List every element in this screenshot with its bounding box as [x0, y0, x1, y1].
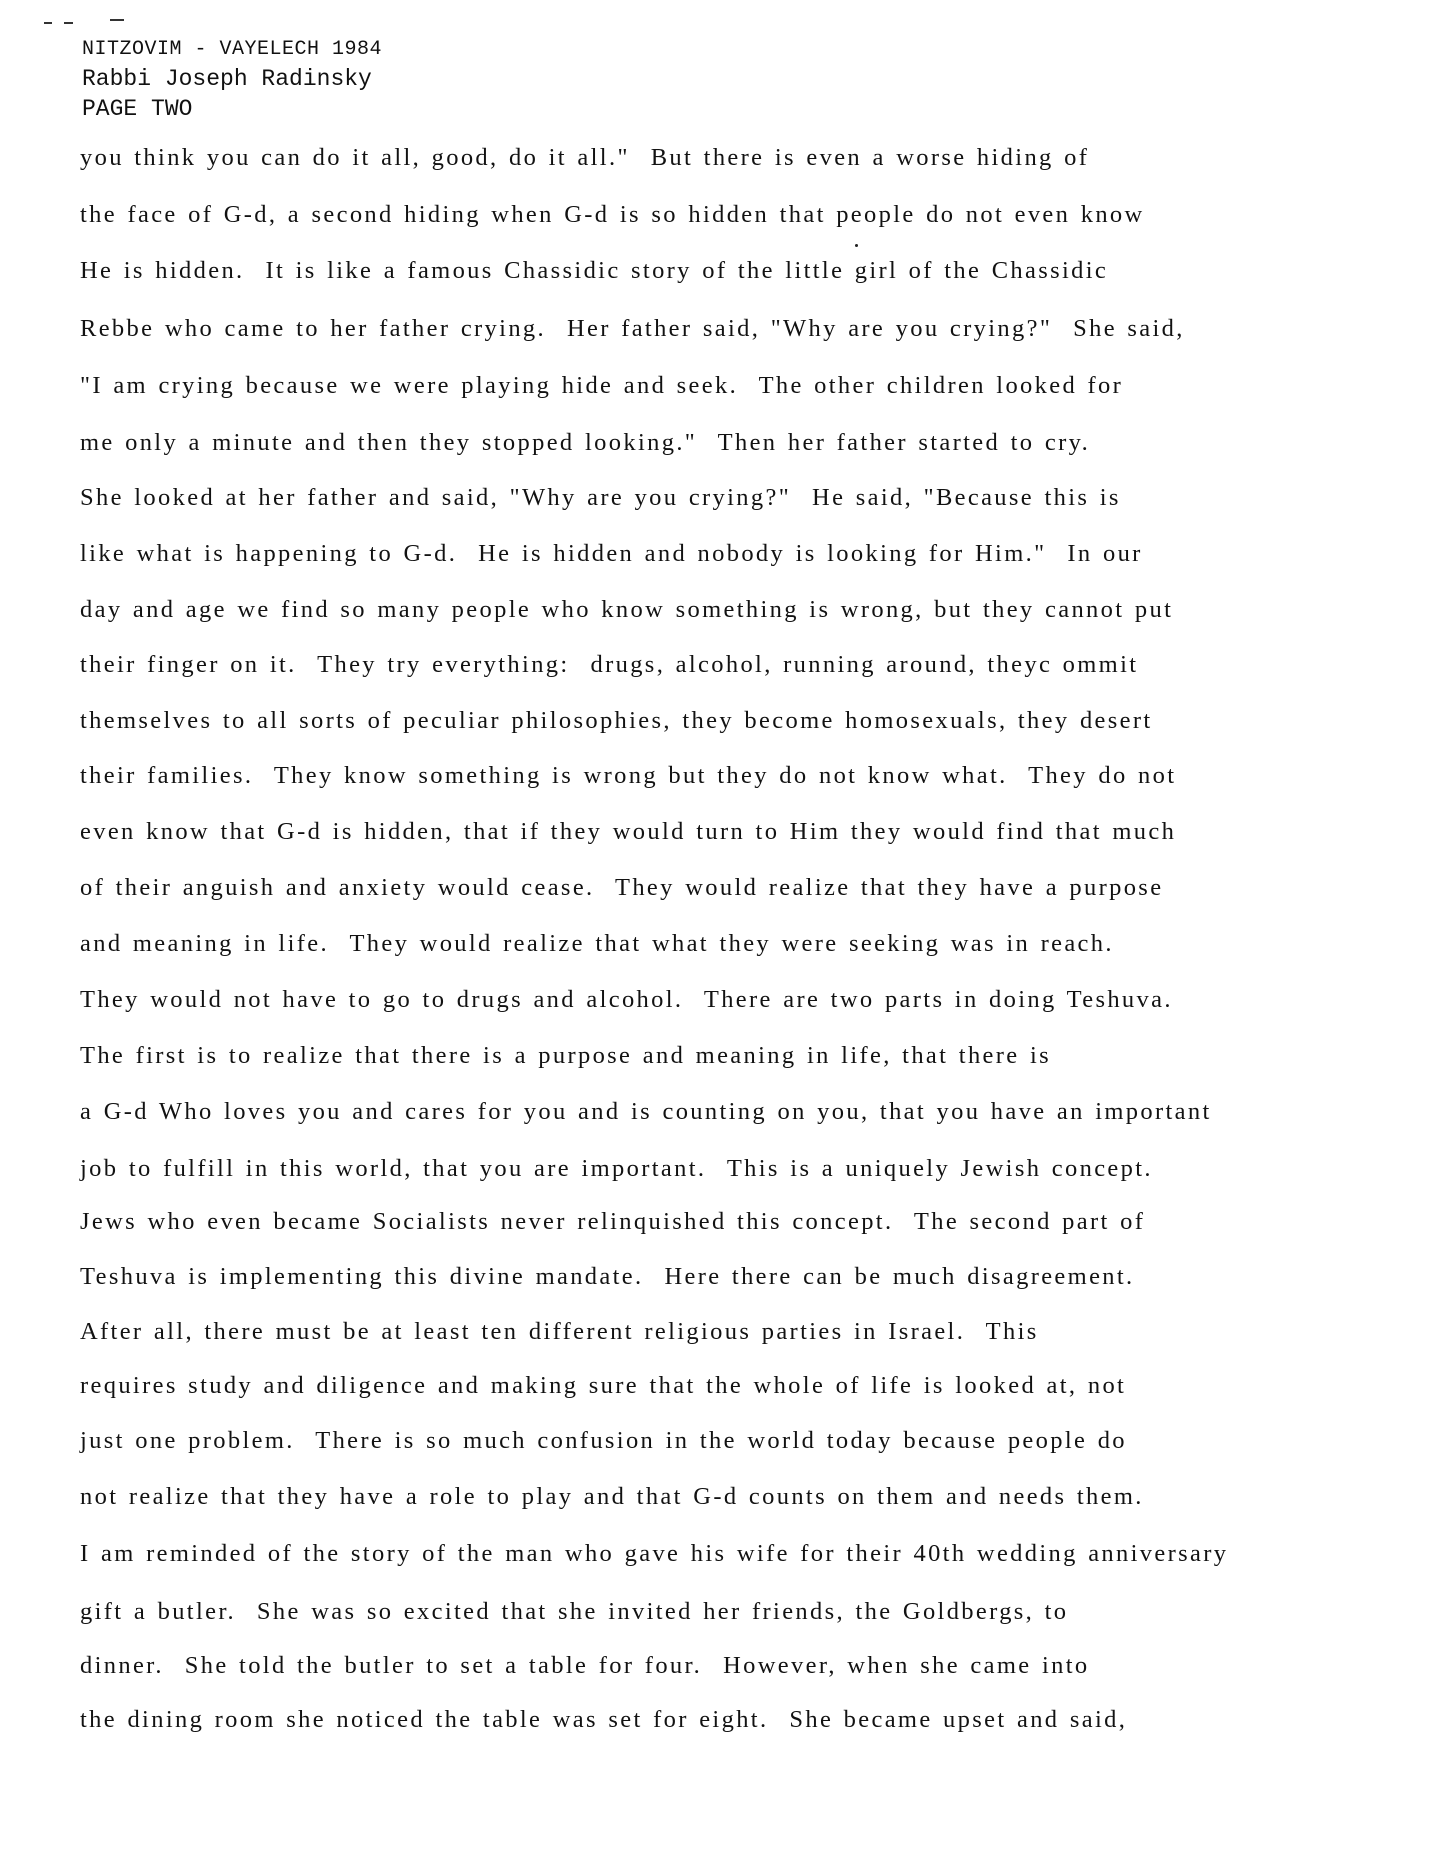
- body-line: job to fulfill in this world, that you are important. This is a uniquely Jewish concept.: [80, 1155, 1153, 1182]
- body-line: and meaning in life. They would realize that what they were seeking was in reach.: [80, 930, 1114, 957]
- body-line: He is hidden. It is like a famous Chassidic story of the little girl of the Chassidic: [80, 257, 1109, 284]
- scan-mark: [44, 22, 52, 24]
- body-line: Jews who even became Socialists never relinquished this concept. The second part of: [80, 1208, 1146, 1235]
- body-line: not realize that they have a role to play and that G-d counts on them and needs them.: [80, 1483, 1144, 1510]
- body-line: you think you can do it all, good, do it all." But there is even a worse hiding of: [80, 144, 1090, 171]
- scan-mark: [110, 19, 124, 21]
- body-line: their finger on it. They try everything: drugs, alcohol, running around, theyc ommit: [80, 651, 1139, 678]
- body-line: like what is happening to G-d. He is hidden and nobody is looking for Him." In our: [80, 540, 1143, 567]
- body-line: their families. They know something is wrong but they do not know what. They do not: [80, 762, 1177, 789]
- body-line: dinner. She told the butler to set a table for four. However, when she came into: [80, 1652, 1090, 1679]
- document-author: Rabbi Joseph Radinsky: [82, 66, 372, 92]
- body-line: gift a butler. She was so excited that she invited her friends, the Goldbergs, to: [80, 1598, 1069, 1625]
- scan-speck: [855, 244, 858, 247]
- scan-mark: [64, 22, 73, 24]
- body-line: day and age we find so many people who know something is wrong, but they cannot put: [80, 596, 1174, 623]
- document-title: NITZOVIM - VAYELECH 1984: [82, 38, 383, 61]
- body-line: I am reminded of the story of the man who gave his wife for their 40th wedding anniversary: [80, 1540, 1229, 1567]
- body-line: me only a minute and then they stopped looking." Then her father started to cry.: [80, 429, 1091, 456]
- body-line: They would not have to go to drugs and alcohol. There are two parts in doing Teshuva.: [80, 986, 1173, 1013]
- body-line: the dining room she noticed the table was set for eight. She became upset and said,: [80, 1706, 1128, 1733]
- body-line: just one problem. There is so much confusion in the world today because people do: [80, 1427, 1127, 1454]
- body-line: She looked at her father and said, "Why are you crying?" He said, "Because this is: [80, 484, 1121, 511]
- body-line: requires study and diligence and making sure that the whole of life is looked at, not: [80, 1372, 1127, 1399]
- body-line: "I am crying because we were playing hide and seek. The other children looked for: [80, 372, 1124, 399]
- body-line: even know that G-d is hidden, that if they would turn to Him they would find that much: [80, 818, 1177, 845]
- body-line: The first is to realize that there is a purpose and meaning in life, that there is: [80, 1042, 1052, 1069]
- body-line: Rebbe who came to her father crying. Her father said, "Why are you crying?" She said,: [80, 315, 1185, 342]
- body-line: of their anguish and anxiety would cease. They would realize that they have a purpose: [80, 874, 1164, 901]
- page-label: PAGE TWO: [82, 96, 193, 122]
- body-line: themselves to all sorts of peculiar philosophies, they become homosexuals, they desert: [80, 707, 1153, 734]
- scan-artifact-marks: [44, 18, 144, 26]
- body-line: After all, there must be at least ten different religious parties in Israel. This: [80, 1318, 1039, 1345]
- document-header: [82, 36, 382, 124]
- body-line: a G-d Who loves you and cares for you and is counting on you, that you have an important: [80, 1098, 1212, 1125]
- body-line: the face of G-d, a second hiding when G-d is so hidden that people do not even know: [80, 201, 1145, 228]
- body-line: Teshuva is implementing this divine mandate. Here there can be much disagreement.: [80, 1263, 1135, 1290]
